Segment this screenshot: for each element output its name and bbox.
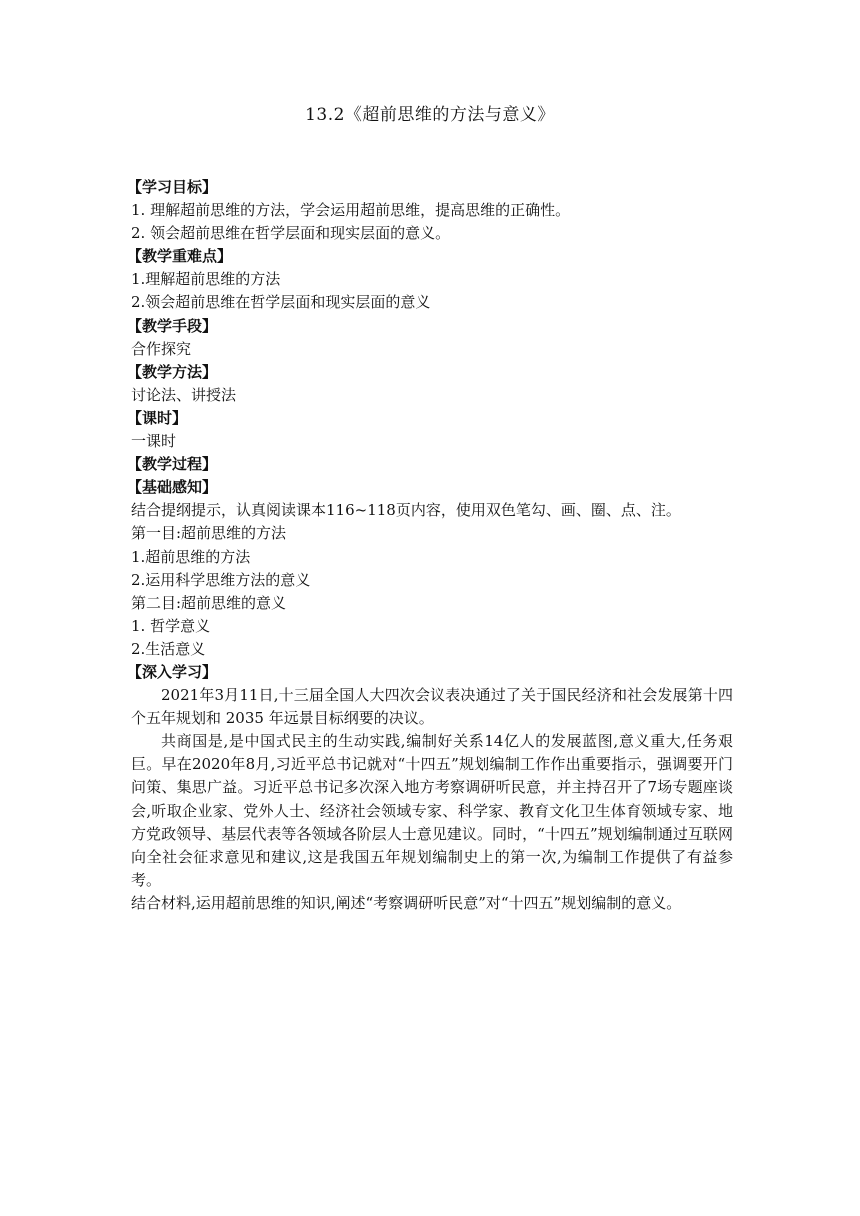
difficulty-item-2: 2.领会超前思维在哲学层面和现实层面的意义 (131, 293, 431, 312)
deep-heading: 【深入学习】 (127, 662, 218, 681)
item-1-point-b: 2.运用科学思维方法的意义 (131, 570, 311, 589)
item-1-point-a: 1.超前思维的方法 (131, 547, 251, 566)
process-heading: 【教学过程】 (127, 455, 218, 474)
means-text: 合作探究 (131, 339, 192, 358)
hours-heading: 【课时】 (127, 408, 188, 427)
item-2-point-b: 2.生活意义 (131, 639, 206, 658)
difficulty-item-1: 1.理解超前思维的方法 (131, 270, 281, 289)
difficulty-heading: 【教学重难点】 (127, 247, 233, 266)
item-2-point-a: 1. 哲学意义 (131, 616, 211, 635)
deep-paragraph-2: 共商国是,是中国式民主的生动实践,编制好关系14亿人的发展蓝图,意义重大,任务艰巨。早在2020年8月,习近平总书记就对“十四五”规划编制工作作出重要指示，强调要开门问策、集思广益。习近平总书记多次深入地方考察调研听民意，并主持召开了7场专题座谈会,听取企业家、党外人士、经济社会领域专家、科学家、教育文化卫生体育领域专家、地方党政领导、基层代表等各领域各阶层人士意见建议。同时，“十四五”规划编制通过互联网向全社会征求意见和建议,这是我国五年规划编制史上的第一次,为编制工作提供了有益参考。 (131, 732, 733, 889)
basic-heading: 【基础感知】 (127, 478, 218, 497)
basic-intro: 结合提纲提示，认真阅读课本116~118页内容，使用双色笔勾、画、圈、点、注。 (131, 501, 681, 520)
document-body (127, 176, 733, 915)
goal-item-1: 1. 理解超前思维的方法，学会运用超前思维，提高思维的正确性。 (131, 201, 571, 220)
means-heading: 【教学手段】 (127, 316, 218, 335)
item-2-title: 第二目:超前思维的意义 (131, 593, 287, 612)
methods-heading: 【教学方法】 (127, 362, 218, 381)
page-title: 13.2《超前思维的方法与意义》 (305, 105, 555, 125)
deep-paragraph-1: 2021年3月11日,十三届全国人大四次会议表决通过了关于国民经济和社会发展第十四个五年规划和 2035 年远景目标纲要的决议。 (131, 686, 733, 728)
item-1-title: 第一目:超前思维的方法 (131, 524, 287, 543)
goal-item-2: 2. 领会超前思维在哲学层面和现实层面的意义。 (131, 224, 451, 243)
goals-heading: 【学习目标】 (127, 178, 218, 196)
hours-text: 一课时 (131, 432, 177, 451)
methods-text: 讨论法、讲授法 (131, 385, 237, 404)
deep-question: 结合材料,运用超前思维的知识,阐述“考察调研听民意”对“十四五”规划编制的意义。 (131, 893, 682, 912)
